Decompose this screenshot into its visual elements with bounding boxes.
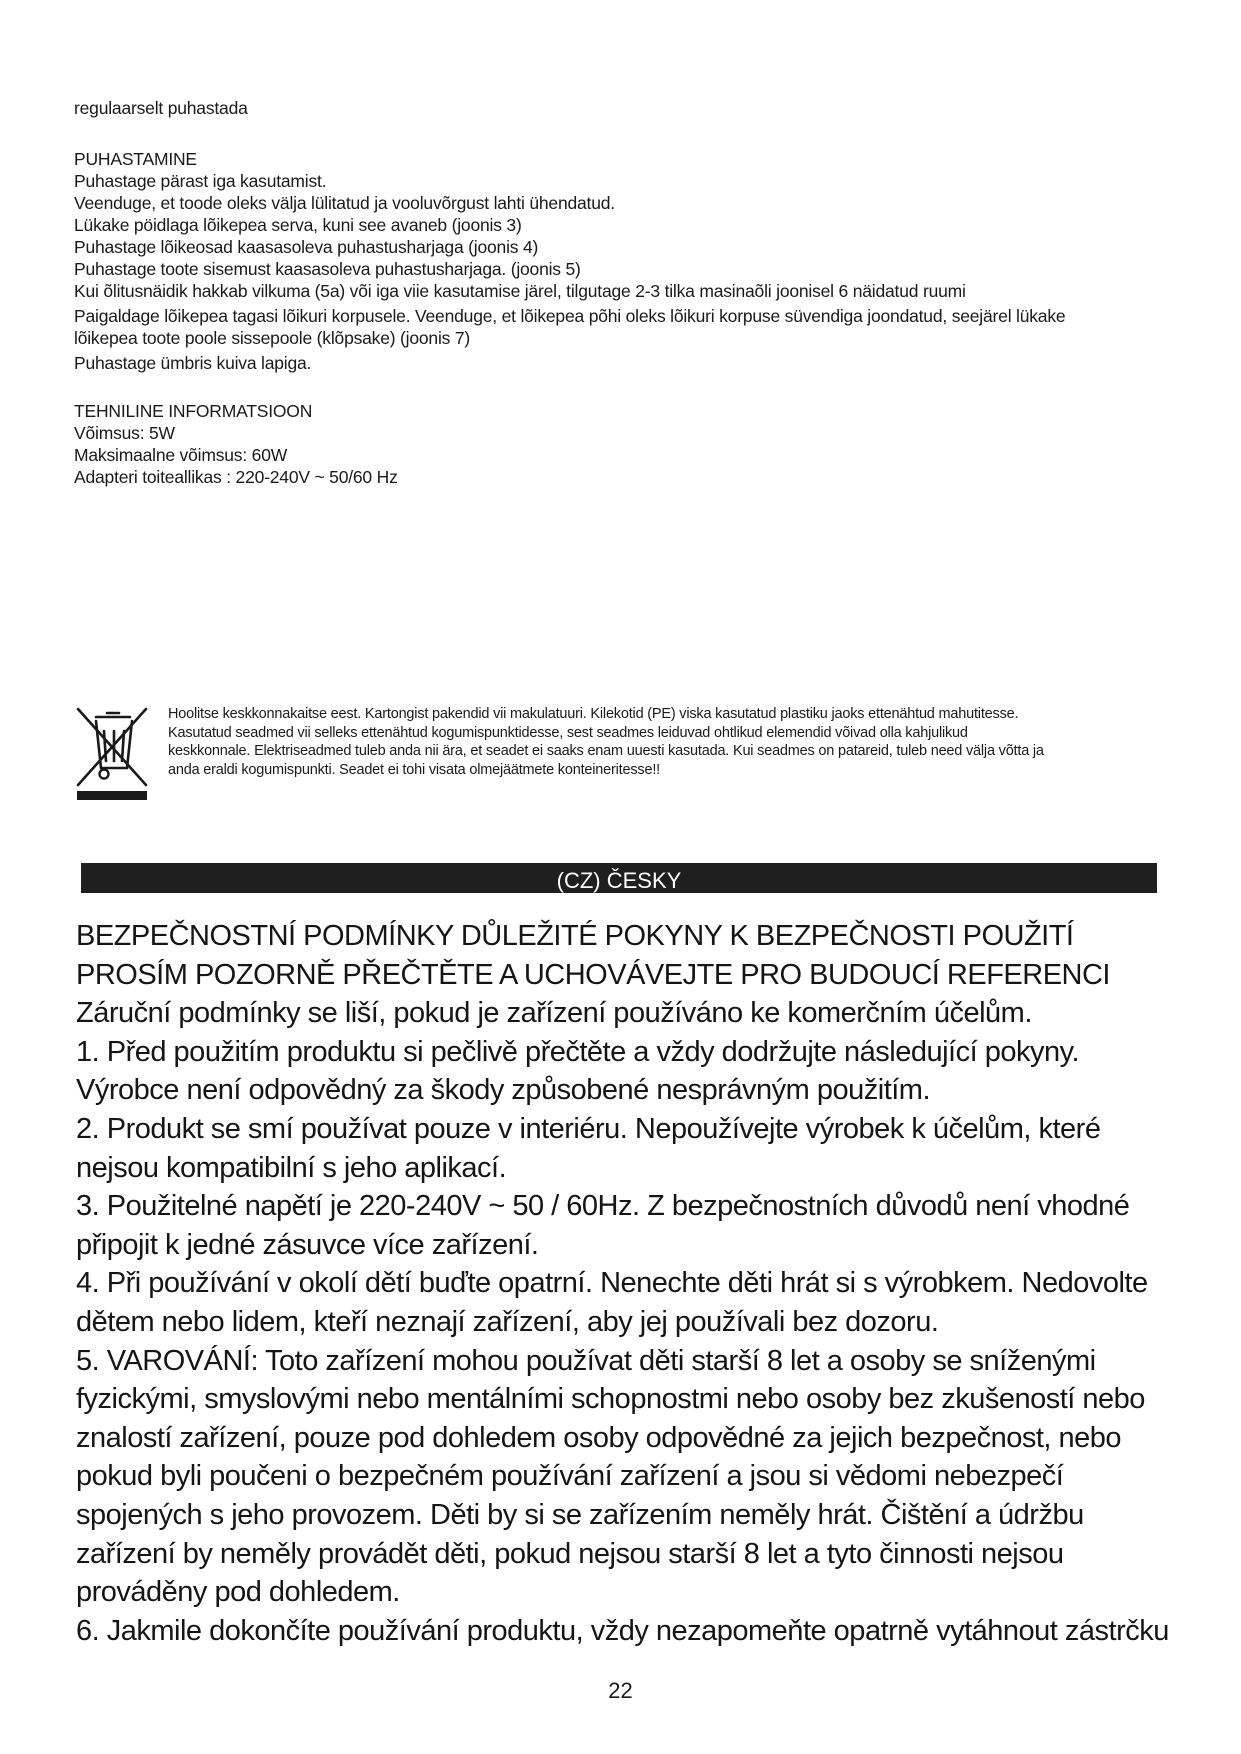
section-header-label: (CZ) ČESKY xyxy=(556,868,682,893)
page-number: 22 xyxy=(608,1678,633,1703)
czech-line: 6. Jakmile dokončíte používání produktu, vždy nezapomeňte opatrně vytáhnout zástrčku xyxy=(76,1614,1169,1647)
cleaning-line: Veenduge, et toode oleks välja lülitatud ja vooluvõrgust lahti ühendatud. xyxy=(74,193,615,213)
technical-line: Võimsus: 5W xyxy=(74,423,175,443)
czech-line: Záruční podmínky se liší, pokud je zařízení používáno ke komerčním účelům. xyxy=(76,997,1032,1030)
recycling-line: Hoolitse keskkonnakaitse eest. Kartongist pakendid vii makulatuuri. Kilekotid (PE) viska kasutatud plastiku jaoks ettenähtud mahutitesse. xyxy=(168,706,1019,722)
recycling-line: anda eraldi kogumispunkti. Seadet ei tohi visata olmejäätmete konteineritesse!! xyxy=(168,761,660,778)
czech-heading-line: PROSÍM POZORNĚ PŘEČTĚTE A UCHOVÁVEJTE PRO BUDOUCÍ REFERENCI xyxy=(76,958,1110,991)
czech-line: připojit k jedné zásuvce více zařízení. xyxy=(76,1228,539,1261)
cleaning-line: Puhastage lõikeosad kaasasoleva puhastusharjaga (joonis 4) xyxy=(74,237,539,257)
intro-line: regulaarselt puhastada xyxy=(74,98,248,118)
estonian-text-block xyxy=(74,97,1065,488)
section-header-bar xyxy=(81,863,1157,893)
cleaning-line: Paigaldage lõikepea tagasi lõikuri korpusele. Veenduge, et lõikepea põhi oleks lõikuri korpuse süvendiga joondatud, seejärel lükake xyxy=(74,306,1066,326)
czech-line: 1. Před použitím produktu si pečlivě přečtěte a vždy dodržujte následující pokyny. xyxy=(76,1035,1080,1068)
technical-line: Adapteri toiteallikas : 220-240V ~ 50/60 Hz xyxy=(74,467,398,487)
cleaning-line: Puhastage ümbris kuiva lapiga. xyxy=(74,353,312,373)
cleaning-line: Puhastage pärast iga kasutamist. xyxy=(74,171,327,191)
technical-heading: TEHNILINE INFORMATSIOON xyxy=(74,401,313,421)
czech-line: prováděny pod dohledem. xyxy=(76,1576,400,1609)
cleaning-heading: PUHASTAMINE xyxy=(74,149,197,169)
cleaning-line: Lükake pöidlaga lõikepea serva, kuni see avaneb (joonis 3) xyxy=(74,215,522,235)
technical-line: Maksimaalne võimsus: 60W xyxy=(74,445,288,465)
cleaning-line: lõikepea toote poole sissepoole (klõpsake) (joonis 7) xyxy=(74,328,471,348)
czech-line: 4. Při používání v okolí dětí buďte opatrní. Nenechte děti hrát si s výrobkem. Nedovolte xyxy=(76,1267,1148,1300)
czech-line: dětem nebo lidem, kteří neznají zařízení, aby jej používali bez dozoru. xyxy=(76,1305,939,1338)
czech-line: pokud byli poučeni o bezpečném používání zařízení a jsou si vědomi nebezpečí xyxy=(76,1460,1064,1493)
czech-line: 5. VAROVÁNÍ: Toto zařízení mohou používat děti starší 8 let a osoby se sníženými xyxy=(76,1344,1096,1377)
czech-line: znalostí zařízení, pouze pod dohledem osoby odpovědné za jejich bezpečnost, nebo xyxy=(76,1421,1122,1454)
recycling-notice xyxy=(168,705,1044,779)
czech-line: 2. Produkt se smí používat pouze v interiéru. Nepoužívejte výrobek k účelům, které xyxy=(76,1112,1101,1145)
recycling-line: keskkonnale. Elektriseadmed tuleb anda nii ära, et seadet ei saaks enam uuesti kasutada. Kui seadmes on patareid, tuleb need välja võtta ja xyxy=(168,743,1044,759)
czech-line: nejsou kompatibilní s jeho aplikací. xyxy=(76,1151,507,1184)
czech-heading-line: BEZPEČNOSTNÍ PODMÍNKY DŮLEŽITÉ POKYNY K BEZPEČNOSTI POUŽITÍ xyxy=(76,920,1074,952)
recycling-line: Kasutatud seadmed vii selleks ettenähtud kogumispunktidesse, sest seadmes leiduvad ohtlikud elemendid võivad olla kahjulikud xyxy=(168,724,968,741)
cleaning-line: Puhastage toote sisemust kaasasoleva puhastusharjaga. (joonis 5) xyxy=(74,259,581,279)
czech-line: 3. Použitelné napětí je 220-240V ~ 50 / 60Hz. Z bezpečnostních důvodů není vhodné xyxy=(76,1190,1130,1223)
czech-safety-text xyxy=(76,917,1169,1650)
czech-line: spojených s jeho provozem. Děti by si se zařízením neměly hrát. Čištění a údržbu xyxy=(76,1498,1084,1531)
czech-line: Výrobce není odpovědný za škody způsobené nesprávným použitím. xyxy=(76,1074,931,1107)
crossed-out-wheelie-bin-icon xyxy=(74,703,150,803)
czech-line: zařízení by neměly provádět děti, pokud nejsou starší 8 let a tyto činnosti nejsou xyxy=(76,1537,1064,1570)
cleaning-line: Kui õlitusnäidik hakkab vilkuma (5a) või iga viie kasutamise järel, tilgutage 2-3 tilka masinaõli joonisel 6 näidatud ruumi xyxy=(74,281,966,301)
czech-line: fyzickými, smyslovými nebo mentálními schopnostmi nebo osoby bez zkušeností nebo xyxy=(76,1383,1145,1416)
